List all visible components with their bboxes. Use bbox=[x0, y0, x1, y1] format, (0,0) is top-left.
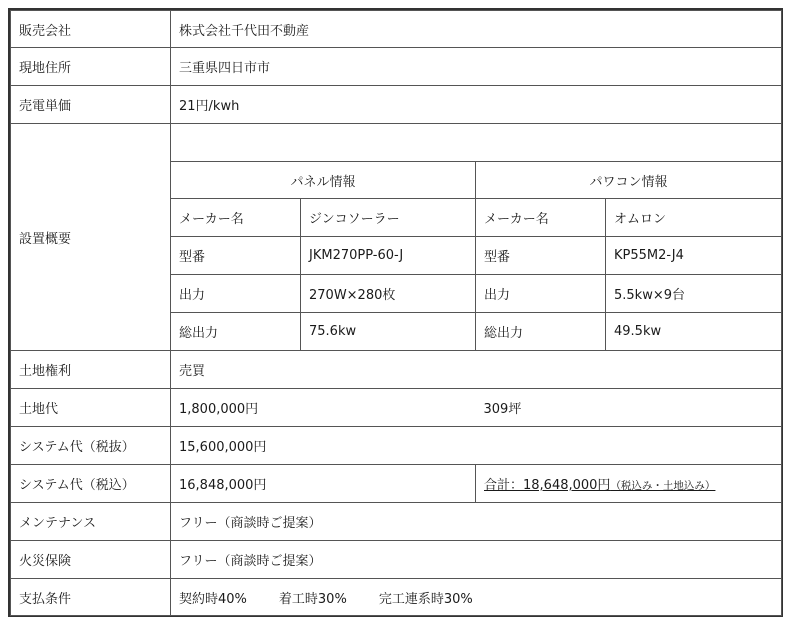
system-incl-label: システム代（税込） bbox=[11, 465, 171, 503]
row-unit-price bbox=[11, 86, 782, 124]
land-rights-label: 土地権利 bbox=[11, 351, 171, 389]
panel-model-value: JKM270PP-60-J bbox=[301, 237, 476, 275]
panel-total-value: 75.6kw bbox=[301, 313, 476, 351]
pcs-total-label: 総出力 bbox=[476, 313, 606, 351]
row-maintenance bbox=[11, 503, 782, 541]
payment-terms bbox=[171, 579, 782, 616]
row-insurance bbox=[11, 541, 782, 579]
property-spec-table bbox=[10, 10, 782, 616]
panel-maker-label: メーカー名 bbox=[171, 199, 301, 237]
insurance-label: 火災保険 bbox=[11, 541, 171, 579]
payment-term-contract: 契約時40% bbox=[179, 591, 247, 607]
land-price-value: 1,800,000円 bbox=[171, 389, 476, 427]
seller-label: 販売会社 bbox=[11, 11, 171, 48]
panel-output-label: 出力 bbox=[171, 275, 301, 313]
pcs-info-header: パワコン情報 bbox=[476, 162, 782, 199]
grand-total-note: （税込み・土地込み） bbox=[610, 480, 716, 492]
address-value: 三重県四日市市 bbox=[171, 48, 782, 86]
pcs-model-value: KP55M2-J4 bbox=[606, 237, 782, 275]
row-payment bbox=[11, 579, 782, 616]
seller-value: 株式会社千代田不動産 bbox=[171, 11, 782, 48]
equipment-blank-row bbox=[171, 124, 782, 162]
row-system-excl bbox=[11, 427, 782, 465]
maintenance-label: メンテナンス bbox=[11, 503, 171, 541]
insurance-value: フリー（商談時ご提案） bbox=[171, 541, 782, 579]
row-equipment-top bbox=[11, 124, 782, 162]
pcs-model-label: 型番 bbox=[476, 237, 606, 275]
payment-term-construction: 着工時30% bbox=[278, 591, 347, 607]
panel-total-label: 総出力 bbox=[171, 313, 301, 351]
maintenance-value: フリー（商談時ご提案） bbox=[171, 503, 782, 541]
row-land-rights bbox=[11, 351, 782, 389]
equipment-label: 設置概要 bbox=[11, 124, 171, 351]
row-address bbox=[11, 48, 782, 86]
land-rights-value: 売買 bbox=[171, 351, 782, 389]
pcs-maker-value: オムロン bbox=[606, 199, 782, 237]
system-incl-value: 16,848,000円 bbox=[171, 465, 476, 503]
unit-price-label: 売電単価 bbox=[11, 86, 171, 124]
land-area-value: 309坪 bbox=[476, 389, 782, 427]
address-label: 現地住所 bbox=[11, 48, 171, 86]
system-excl-value: 15,600,000円 bbox=[171, 427, 782, 465]
row-seller bbox=[11, 11, 782, 48]
grand-total-cell bbox=[476, 465, 782, 503]
panel-output-value: 270W×280枚 bbox=[301, 275, 476, 313]
pcs-output-value: 5.5kw×9台 bbox=[606, 275, 782, 313]
system-excl-label: システム代（税抜） bbox=[11, 427, 171, 465]
panel-info-header: パネル情報 bbox=[171, 162, 476, 199]
pcs-total-value: 49.5kw bbox=[606, 313, 782, 351]
pcs-output-label: 出力 bbox=[476, 275, 606, 313]
row-land-price bbox=[11, 389, 782, 427]
grand-total-amount: 合計：18,648,000円 bbox=[484, 478, 611, 493]
row-system-incl bbox=[11, 465, 782, 503]
pcs-maker-label: メーカー名 bbox=[476, 199, 606, 237]
payment-term-completion: 完工連系時30% bbox=[378, 591, 473, 607]
payment-label: 支払条件 bbox=[11, 579, 171, 616]
panel-model-label: 型番 bbox=[171, 237, 301, 275]
land-price-label: 土地代 bbox=[11, 389, 171, 427]
unit-price-value: 21円/kwh bbox=[171, 86, 782, 124]
panel-maker-value: ジンコソーラー bbox=[301, 199, 476, 237]
